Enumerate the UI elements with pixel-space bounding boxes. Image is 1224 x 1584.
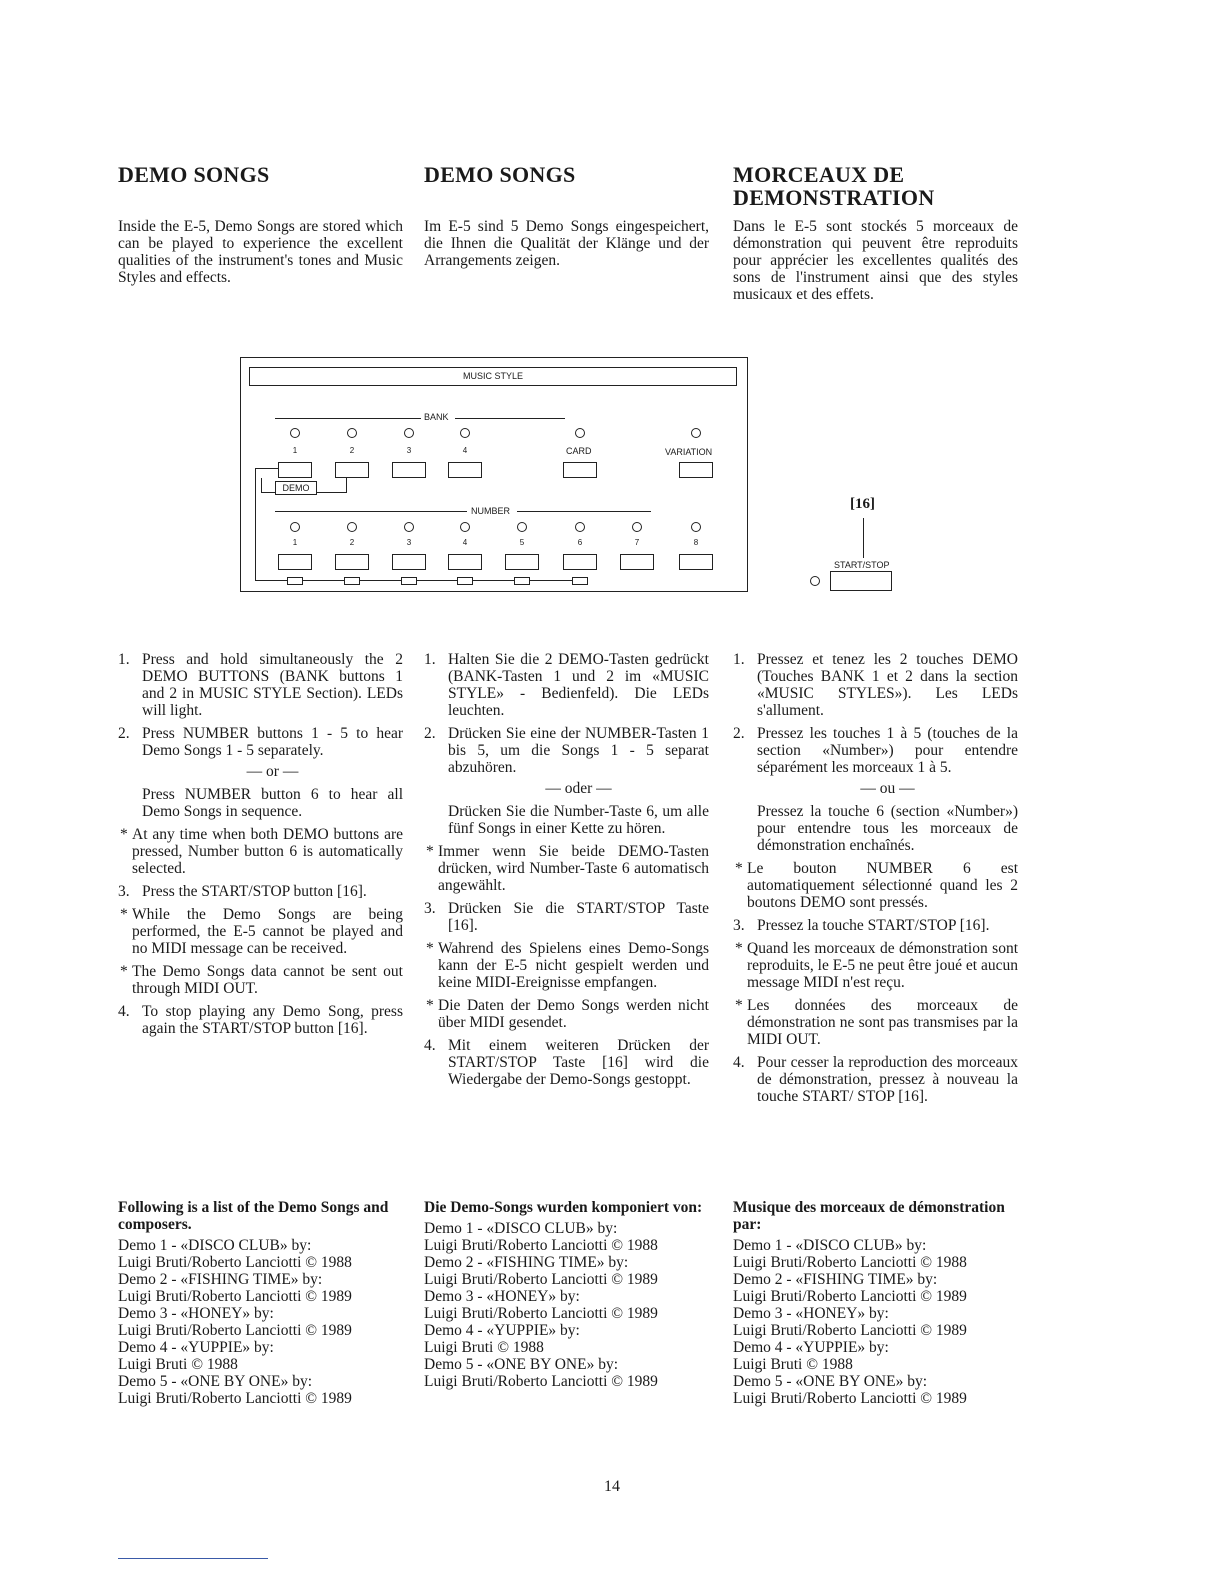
- credit-line: Demo 1 - «DISCO CLUB» by:: [733, 1237, 927, 1254]
- step-fr-4: 4. Pour cesser la reproduction des morceaux de démonstration, pressez à nouveau la touche START/ STOP [16].: [733, 1054, 1018, 1105]
- number-led-7: [632, 522, 642, 532]
- credit-line: Demo 2 - «FISHING TIME» by:: [733, 1271, 938, 1288]
- note-en-3: * The Demo Songs data cannot be sent out through MIDI OUT.: [120, 963, 403, 997]
- ref-16-pointer: [863, 518, 864, 558]
- number-num-2: 2: [349, 538, 355, 547]
- step-en-4: 4. To stop playing any Demo Song, press again the START/STOP button [16].: [118, 1003, 403, 1037]
- credit-line: Demo 1 - «DISCO CLUB» by:: [424, 1220, 618, 1237]
- bank-label: BANK: [424, 412, 449, 422]
- credit-line: Demo 5 - «ONE BY ONE» by:: [424, 1356, 619, 1373]
- credits-title-de: Die Demo-Songs wurden komponiert von:: [424, 1199, 703, 1216]
- connector-tab-2: [344, 577, 360, 585]
- steps-de: [424, 651, 709, 1094]
- credit-line: Luigi Bruti/Roberto Lanciotti © 1988: [733, 1254, 967, 1271]
- number-num-3: 3: [406, 538, 412, 547]
- number-connector-line: [255, 580, 587, 581]
- credit-line: Demo 2 - «FISHING TIME» by:: [424, 1254, 629, 1271]
- card-label: CARD: [566, 446, 592, 456]
- number-button-1[interactable]: [278, 554, 312, 570]
- ref-16-label: [16]: [850, 496, 875, 512]
- title-de: DEMO SONGS: [424, 162, 576, 187]
- bank-led-2: [347, 428, 357, 438]
- steps-en: [118, 651, 403, 1043]
- bank-rule-left: [275, 418, 421, 419]
- number-num-6: 6: [577, 538, 583, 547]
- number-rule-left: [275, 511, 467, 512]
- number-led-3: [404, 522, 414, 532]
- number-label: NUMBER: [471, 506, 511, 516]
- step-de-2: 2. Drücken Sie eine der NUMBER-Tasten 1 bis 5, um die Songs 1 - 5 separat abzuhören. — oder — Drücken Sie die Number-Taste 6, um alle fünf Songs in einer Kette zu hören.: [424, 725, 709, 837]
- number-button-2[interactable]: [335, 554, 369, 570]
- credit-line: Luigi Bruti/Roberto Lanciotti © 1989: [424, 1305, 658, 1322]
- credits-fr: [733, 1199, 1018, 1407]
- start-stop-diagram: [800, 496, 910, 596]
- note-de-3: * Die Daten der Demo Songs werden nicht über MIDI gesendet.: [426, 997, 709, 1031]
- credits-list-en: [118, 1237, 403, 1407]
- page-number: 14: [604, 1478, 620, 1495]
- connector-tab-3: [401, 577, 417, 585]
- number-button-6[interactable]: [563, 554, 597, 570]
- bank-led-3: [404, 428, 414, 438]
- credits-de: [424, 1199, 709, 1390]
- credit-line: Luigi Bruti/Roberto Lanciotti © 1988: [118, 1254, 352, 1271]
- credit-line: Demo 4 - «YUPPIE» by:: [424, 1322, 580, 1339]
- number-rule-right: [517, 511, 651, 512]
- start-stop-led: [810, 576, 820, 586]
- number-led-5: [517, 522, 527, 532]
- number-num-1: 1: [292, 538, 298, 547]
- note-de-1: * Immer wenn Sie beide DEMO-Tasten drücken, wird Number-Taste 6 automatisch angewählt.: [426, 843, 709, 894]
- credit-line: Luigi Bruti © 1988: [118, 1356, 238, 1373]
- step-de-4: 4. Mit einem weiteren Drücken der START/STOP Taste [16] wird die Wiedergabe der Demo-Songs gestoppt.: [424, 1037, 709, 1088]
- steps-fr: [733, 651, 1018, 1111]
- number-num-5: 5: [519, 538, 525, 547]
- bank-num-4: 4: [462, 446, 468, 455]
- step-en-2: 2. Press NUMBER buttons 1 - 5 to hear Demo Songs 1 - 5 separately. — or — Press NUMBER button 6 to hear all Demo Songs in sequence.: [118, 725, 403, 820]
- step-en-3: 3. Press the START/STOP button [16].: [118, 883, 367, 900]
- credits-list-de: [424, 1220, 709, 1390]
- number-led-2: [347, 522, 357, 532]
- credit-line: Demo 2 - «FISHING TIME» by:: [118, 1271, 323, 1288]
- bank-rule-right: [455, 418, 565, 419]
- note-fr-3: * Les données des morceaux de démonstration ne sont pas transmises par la MIDI OUT.: [735, 997, 1018, 1048]
- variation-label: VARIATION: [665, 447, 713, 457]
- connector-tab-5: [514, 577, 530, 585]
- demo-bracket-top: [255, 468, 278, 469]
- credit-line: Luigi Bruti © 1988: [424, 1339, 544, 1356]
- number-led-4: [460, 522, 470, 532]
- credit-line: Luigi Bruti/Roberto Lanciotti © 1989: [733, 1390, 967, 1407]
- bank-led-1: [290, 428, 300, 438]
- connector-tab-1: [287, 577, 303, 585]
- number-button-5[interactable]: [505, 554, 539, 570]
- note-fr-2: * Quand les morceaux de démonstration sont reproduits, le E-5 ne peut être joué et aucun message MIDI n'est reçu.: [735, 940, 1018, 991]
- demo-bracket-left: [255, 468, 256, 580]
- card-led: [575, 428, 585, 438]
- credit-line: Luigi Bruti/Roberto Lanciotti © 1989: [424, 1373, 658, 1390]
- bank-num-1: 1: [292, 446, 298, 455]
- note-de-2: * Wahrend des Spielens eines Demo-Songs kann der E-5 nicht gespielt werden und keine MIDI-Ereignisse empfangen.: [426, 940, 709, 991]
- bank-led-4: [460, 428, 470, 438]
- credit-line: Demo 5 - «ONE BY ONE» by:: [733, 1373, 928, 1390]
- number-button-7[interactable]: [620, 554, 654, 570]
- step-en-1: 1. Press and hold simultaneously the 2 DEMO BUTTONS (BANK buttons 1 and 2 in MUSIC STYLE Section). LEDs will light.: [118, 651, 403, 719]
- credit-line: Demo 4 - «YUPPIE» by:: [733, 1339, 889, 1356]
- number-led-8: [691, 522, 701, 532]
- bank-button-1[interactable]: [278, 462, 312, 478]
- title-fr: MORCEAUX DE DEMONSTRATION: [733, 162, 935, 210]
- number-button-3[interactable]: [392, 554, 426, 570]
- variation-button[interactable]: [679, 462, 713, 478]
- number-num-7: 7: [634, 538, 640, 547]
- step-fr-1: 1. Pressez et tenez les 2 touches DEMO (Touches BANK 1 et 2 dans la section «MUSIC STYLES»). Les LEDs s'allument.: [733, 651, 1018, 719]
- credit-line: Luigi Bruti/Roberto Lanciotti © 1989: [118, 1390, 352, 1407]
- step-fr-2: 2. Pressez les touches 1 à 5 (touches de la section «Number») pour entendre séparément les morceaux 1 à 5. — ou — Pressez la touche 6 (section «Number») pour entendre tous les morceaux de démonstration enchaînés.: [733, 725, 1018, 854]
- title-en: DEMO SONGS: [118, 162, 270, 187]
- credit-line: Luigi Bruti/Roberto Lanciotti © 1989: [733, 1288, 967, 1305]
- bank-num-3: 3: [406, 446, 412, 455]
- note-fr-1: * Le bouton NUMBER 6 est automatiquement sélectionné quand les 2 boutons DEMO sont pressés.: [735, 860, 1018, 911]
- credit-line: Demo 4 - «YUPPIE» by:: [118, 1339, 274, 1356]
- number-led-1: [290, 522, 300, 532]
- number-led-6: [575, 522, 585, 532]
- note-en-1: * At any time when both DEMO buttons are pressed, Number button 6 is automatically selected.: [120, 826, 403, 877]
- credit-line: Luigi Bruti/Roberto Lanciotti © 1988: [424, 1237, 658, 1254]
- bank-button-4[interactable]: [448, 462, 482, 478]
- demo-label: DEMO: [275, 481, 317, 495]
- connector-tab-4: [457, 577, 473, 585]
- step-de-1: 1. Halten Sie die 2 DEMO-Tasten gedrückt (BANK-Tasten 1 und 2 im «MUSIC STYLE» - Bedienfeld). Die LEDs leuchten.: [424, 651, 709, 719]
- column-fr: [733, 163, 1018, 303]
- credit-line: Demo 3 - «HONEY» by:: [733, 1305, 889, 1322]
- column-en: [118, 163, 403, 286]
- connector-tab-6: [572, 577, 588, 585]
- step-de-3: 3. Drücken Sie die START/STOP Taste [16].: [424, 900, 709, 934]
- bank-num-2: 2: [349, 446, 355, 455]
- credit-line: Luigi Bruti/Roberto Lanciotti © 1989: [424, 1271, 658, 1288]
- credit-line: Luigi Bruti/Roberto Lanciotti © 1989: [118, 1288, 352, 1305]
- column-de: [424, 163, 709, 269]
- intro-fr: Dans le E-5 sont stockés 5 morceaux de démonstration qui peuvent être reproduits pour apprécier les excellentes qualités des sons de l'instrument ainsi que des styles musicaux et des effets.: [733, 218, 1018, 303]
- intro-en: Inside the E-5, Demo Songs are stored which can be played to experience the excellent qualities of the instrument's tones and Music Styles and effects.: [118, 218, 403, 286]
- note-en-2: * While the Demo Songs are being performed, the E-5 cannot be played and no MIDI message can be received.: [120, 906, 403, 957]
- start-stop-label: START/STOP: [834, 560, 890, 570]
- number-num-4: 4: [462, 538, 468, 547]
- music-style-label: MUSIC STYLE: [249, 367, 737, 386]
- start-stop-button[interactable]: [830, 571, 892, 591]
- credit-line: Demo 5 - «ONE BY ONE» by:: [118, 1373, 313, 1390]
- credit-line: Luigi Bruti © 1988: [733, 1356, 853, 1373]
- intro-de: Im E-5 sind 5 Demo Songs eingespeichert, die Ihnen die Qualität der Klänge und der Arrangements zeigen.: [424, 218, 709, 269]
- music-style-panel-diagram: [240, 357, 748, 592]
- variation-led: [691, 428, 701, 438]
- credit-line: Luigi Bruti/Roberto Lanciotti © 1989: [733, 1322, 967, 1339]
- number-button-8[interactable]: [679, 554, 713, 570]
- card-button[interactable]: [563, 462, 597, 478]
- credits-list-fr: [733, 1237, 1018, 1407]
- credit-line: Demo 3 - «HONEY» by:: [424, 1288, 580, 1305]
- number-button-4[interactable]: [448, 554, 482, 570]
- step-fr-3: 3. Pressez la touche START/STOP [16].: [733, 917, 990, 934]
- credit-line: Luigi Bruti/Roberto Lanciotti © 1989: [118, 1322, 352, 1339]
- number-num-8: 8: [693, 538, 699, 547]
- credits-title-fr: Musique des morceaux de démonstration par:: [733, 1199, 1005, 1233]
- bank-button-2[interactable]: [335, 462, 369, 478]
- credit-line: Demo 3 - «HONEY» by:: [118, 1305, 274, 1322]
- bank-button-3[interactable]: [392, 462, 426, 478]
- credit-line: Demo 1 - «DISCO CLUB» by:: [118, 1237, 312, 1254]
- credits-title-en: Following is a list of the Demo Songs and composers.: [118, 1199, 389, 1233]
- footer-rule: [118, 1558, 268, 1559]
- credits-en: [118, 1199, 403, 1407]
